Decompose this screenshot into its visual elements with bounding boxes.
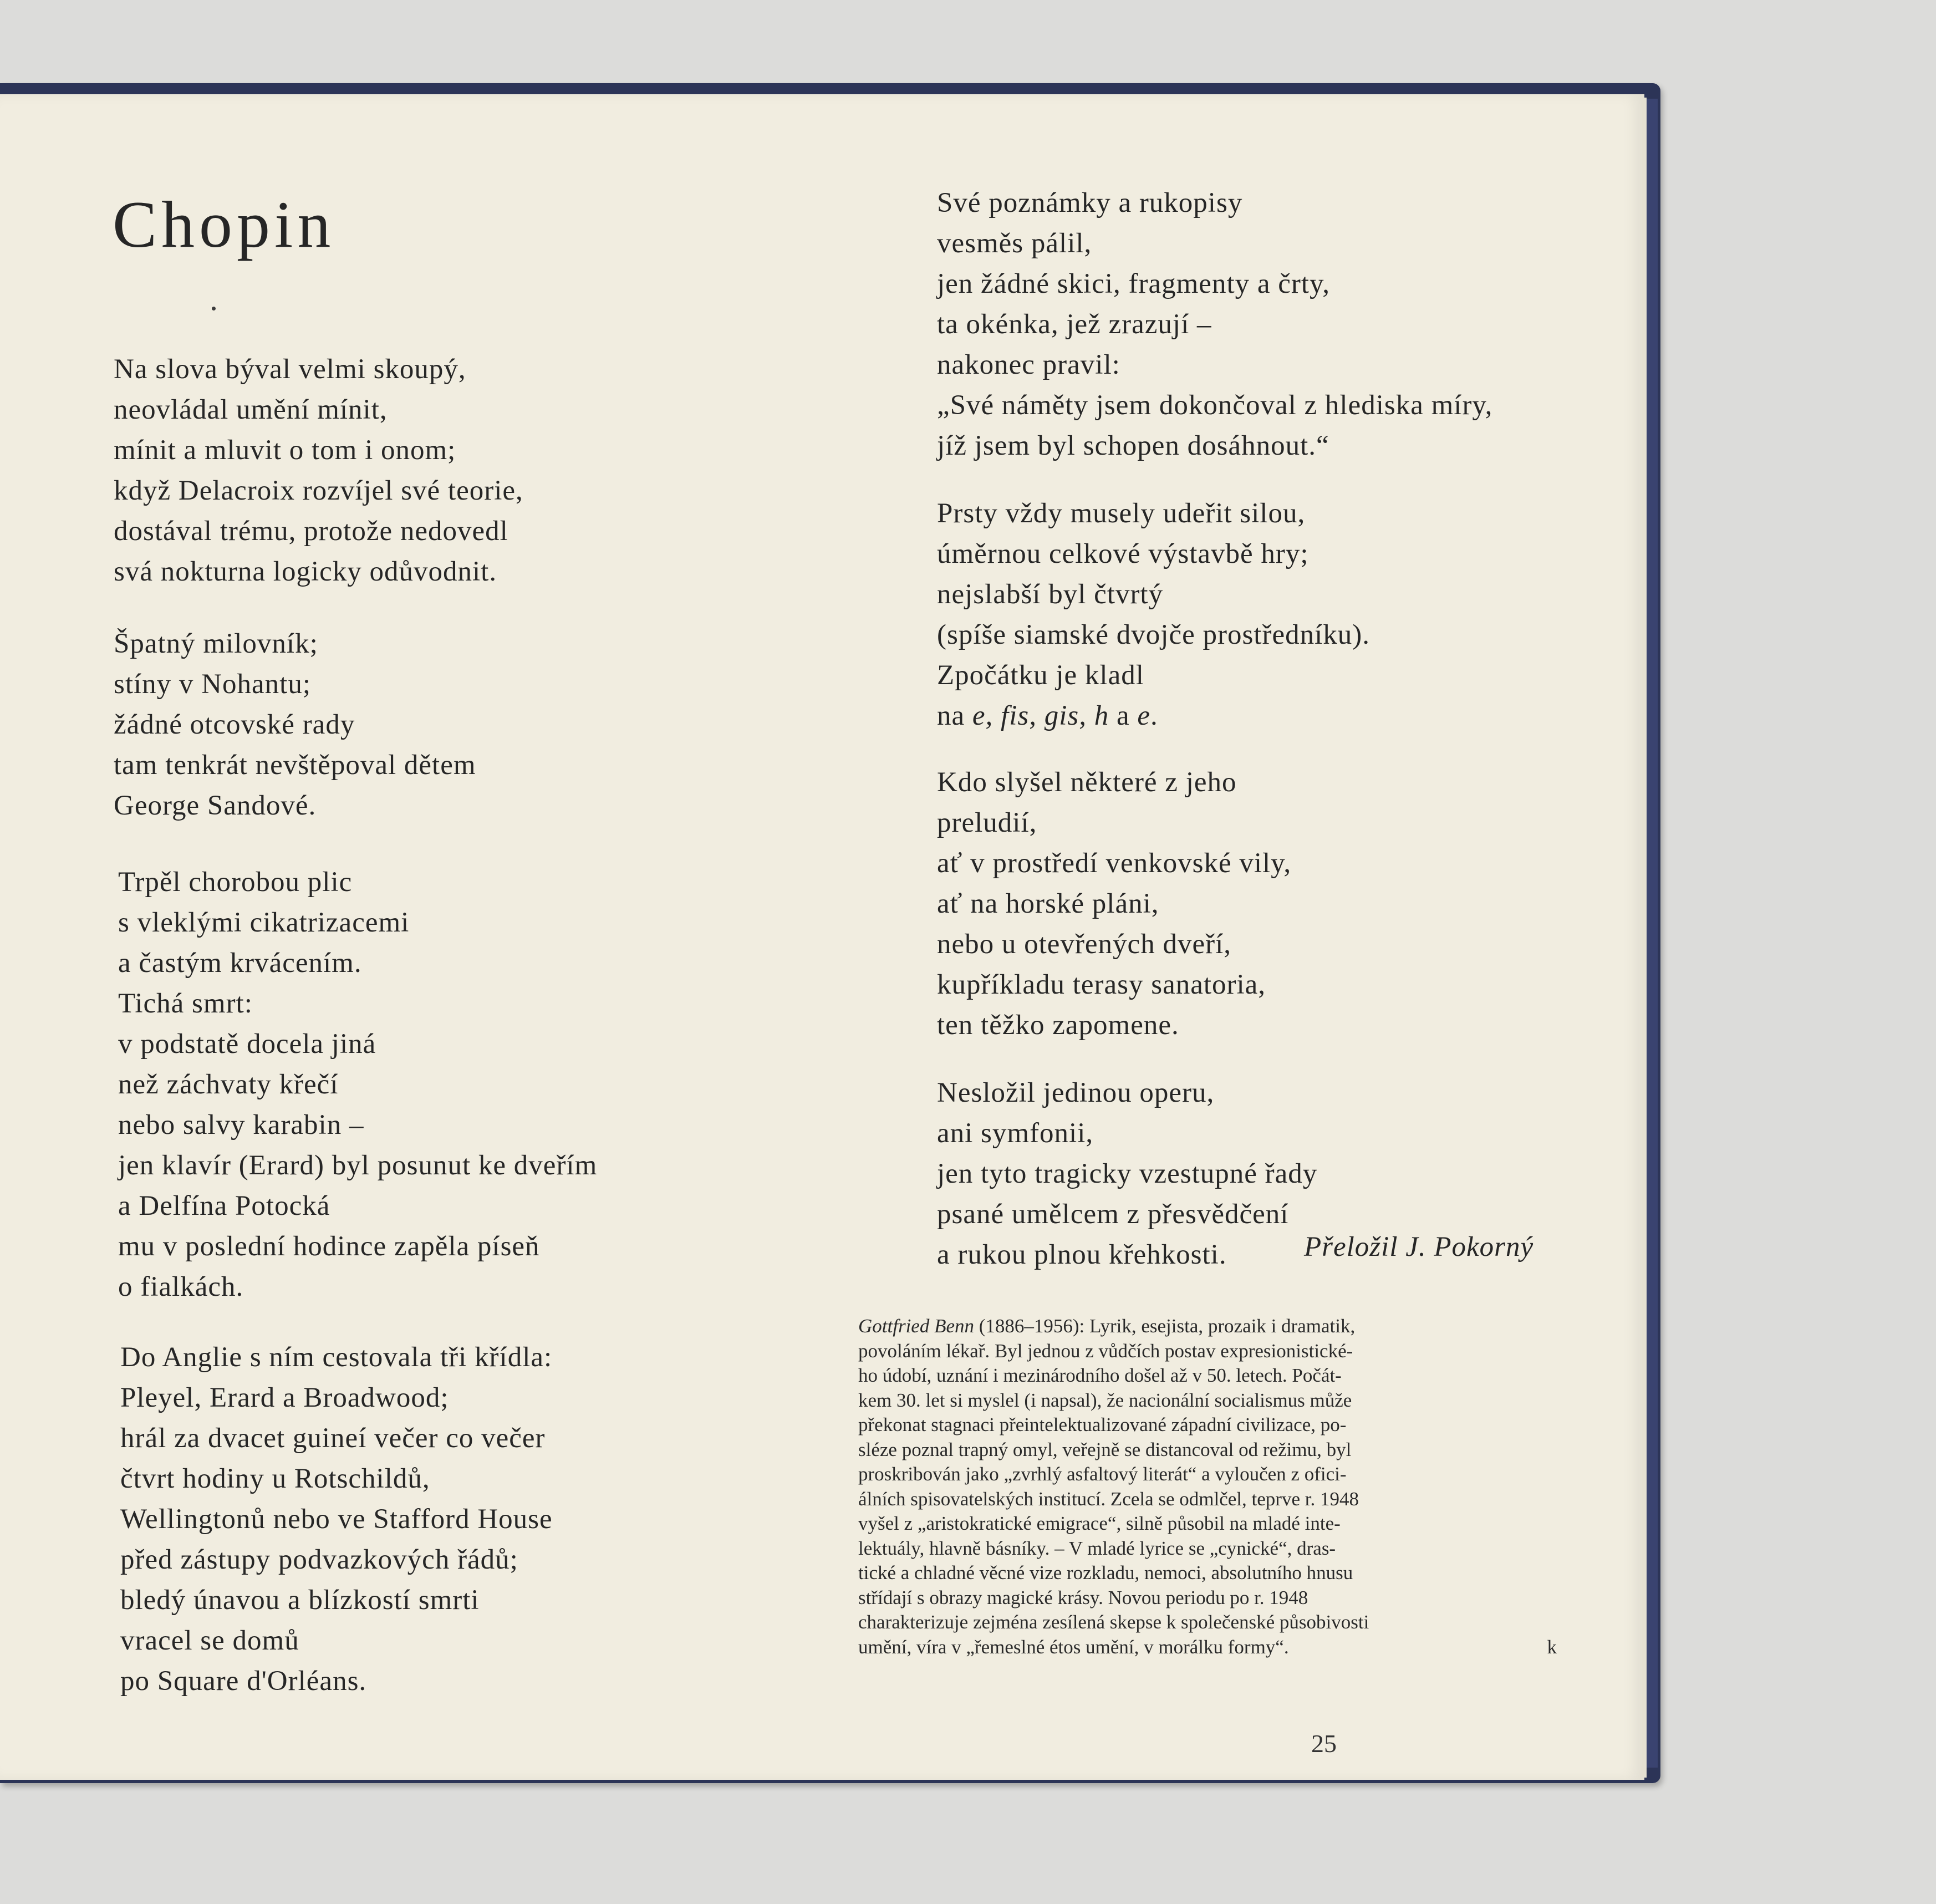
poem-line: nebo salvy karabin –	[118, 1109, 364, 1141]
poem-line: a rukou plnou křehkosti.	[937, 1239, 1227, 1270]
poem-line: vesměs pálil,	[937, 228, 1092, 259]
poem-line: ten těžko zapomene.	[937, 1010, 1179, 1041]
poem-line: vracel se domů	[120, 1625, 299, 1656]
poem-line: George Sandové.	[114, 790, 317, 821]
bio-line	[858, 1487, 1557, 1512]
bio-line	[858, 1314, 1557, 1339]
poem-line: před zástupy podvazkových řádů;	[120, 1544, 518, 1575]
bio-line-text: střídají s obrazy magické krásy. Novou periodu po r. 1948	[858, 1586, 1308, 1608]
poem-line: Tichá smrt:	[118, 988, 253, 1019]
poem-line: ať v prostředí venkovské vily,	[937, 848, 1292, 879]
bio-line	[858, 1462, 1557, 1487]
bio-line-text: překonat stagnaci přeintelektualizované západní civilizace, po-	[858, 1414, 1347, 1435]
bio-line	[858, 1635, 1557, 1660]
poem-line: (spíše siamské dvojče prostředníku).	[937, 619, 1371, 650]
poem-line: a Delfína Potocká	[118, 1190, 330, 1221]
poem-line: Kdo slyšel některé z jeho	[937, 767, 1237, 798]
poem-line: Do Anglie s ním cestovala tři křídla:	[120, 1342, 553, 1373]
poem-line: psané umělcem z přesvědčení	[937, 1199, 1289, 1230]
bio-author-name: Gottfried Benn	[858, 1315, 974, 1337]
stanza-left-4	[120, 1337, 553, 1702]
stanza-left-3	[118, 862, 597, 1307]
bio-line	[858, 1363, 1557, 1388]
page-number: 25	[1311, 1729, 1337, 1758]
poem-line: Pleyel, Erard a Broadwood;	[120, 1382, 449, 1413]
bio-line-text: sléze poznal trapný omyl, veřejně se distancoval od režimu, byl	[858, 1438, 1352, 1460]
poem-line: Prsty vždy musely udeřit silou,	[937, 498, 1306, 529]
poem-line: Špatný milovník;	[114, 628, 318, 659]
poem-line: bledý únavou a blízkostí smrti	[120, 1585, 480, 1616]
bio-line	[858, 1536, 1557, 1561]
stanza-right-1	[937, 183, 1492, 466]
bio-line-text: álních spisovatelských institucí. Zcela se odmlčel, teprve r. 1948	[858, 1488, 1359, 1510]
poem-line: nebo u otevřených dveří,	[937, 929, 1231, 960]
poem-line: mínit a mluvit o tom i onom;	[114, 435, 456, 466]
bio-line-text: kem 30. let si myslel (i napsal), že nacionální socialismus může	[858, 1389, 1352, 1411]
poem-line: „Své náměty jsem dokončoval z hlediska míry,	[937, 390, 1493, 421]
poem-line: ať na horské pláni,	[937, 888, 1159, 919]
poem-line: na e, fis, gis, h a e.	[937, 700, 1158, 731]
bio-line	[858, 1438, 1557, 1463]
stanza-right-2	[937, 493, 1370, 736]
poem-line: jen klavír (Erard) byl posunut ke dveřím	[118, 1150, 598, 1181]
poem-line: jen žádné skici, fragmenty a črty,	[937, 268, 1330, 299]
poem-title: Chopin	[113, 187, 335, 261]
bio-line	[858, 1610, 1557, 1635]
poem-line: Wellingtonů nebo ve Stafford House	[120, 1504, 553, 1535]
bio-line-text: tické a chladné věcné vize rozkladu, nemoci, absolutního hnusu	[858, 1562, 1353, 1584]
bio-line-text: ho údobí, uznání i mezinárodního došel až v 50. letech. Počát-	[858, 1365, 1342, 1386]
poem-line: o fialkách.	[118, 1271, 244, 1302]
poem-line: Své poznámky a rukopisy	[937, 187, 1243, 218]
page-edge	[1642, 98, 1647, 1778]
bio-line	[858, 1413, 1557, 1438]
poem-line: ta okénka, jež zrazují –	[937, 309, 1212, 340]
stanza-right-4	[937, 1073, 1317, 1275]
bio-first-line-rest: (1886–1956): Lyrik, esejista, prozaik i dramatik,	[974, 1315, 1356, 1337]
bio-line-text: proskribován jako „zvrhlý asfaltový literát“ a vyloučen z ofici-	[858, 1463, 1347, 1485]
bio-line	[858, 1561, 1557, 1586]
poem-line: dostával trému, protože nedovedl	[114, 516, 508, 547]
poem-line: žádné otcovské rady	[114, 709, 355, 740]
poem-line: mu v poslední hodince zapěla píseň	[118, 1231, 540, 1262]
poem-line: svá nokturna logicky odůvodnit.	[114, 556, 497, 587]
poem-line: jen tyto tragicky vzestupné řady	[937, 1158, 1318, 1189]
bio-line-text: umění, víra v „řemeslné étos umění, v morálku formy“.	[858, 1636, 1289, 1658]
bio-line-text: vyšel z „aristokratické emigrace“, silně působil na mladé inte-	[858, 1513, 1341, 1534]
bio-line-text: charakterizuje zejména zesílená skepse k společenské působivosti	[858, 1611, 1369, 1633]
poem-line: nejslabší byl čtvrtý	[937, 579, 1164, 610]
poem-line: po Square d'Orléans.	[120, 1666, 367, 1697]
poem-line: ani symfonii,	[937, 1118, 1094, 1149]
stanza-left-1	[114, 349, 523, 592]
poem-line: hrál za dvacet guineí večer co večer	[120, 1423, 546, 1454]
bio-line	[858, 1339, 1557, 1364]
stanza-left-2	[114, 624, 476, 826]
poem-line: stíny v Nohantu;	[114, 669, 311, 700]
poem-line: čtvrt hodiny u Rotschildů,	[120, 1463, 430, 1494]
poem-line: Na slova býval velmi skoupý,	[114, 354, 466, 385]
poem-line: s vleklými cikatrizacemi	[118, 907, 410, 938]
poem-line: Trpěl chorobou plic	[118, 867, 353, 898]
bio-first-line	[858, 1314, 1355, 1339]
bio-line-text: lektuály, hlavně básníky. – V mladé lyrice se „cynické“, dras-	[858, 1537, 1336, 1559]
poem-line: nakonec pravil:	[937, 349, 1120, 380]
ink-speck	[212, 307, 216, 310]
poem-line: jíž jsem byl schopen dosáhnout.“	[937, 430, 1329, 461]
bio-signature: k	[1547, 1636, 1557, 1658]
bio-line	[858, 1586, 1557, 1611]
poem-line: tam tenkrát nevštěpoval dětem	[114, 750, 476, 781]
author-biography	[858, 1314, 1557, 1659]
bio-line-text: povoláním lékař. Byl jednou z vůdčích postav expresionistické-	[858, 1340, 1353, 1362]
translator-credit: Přeložil J. Pokorný	[1304, 1231, 1534, 1262]
bio-line	[858, 1388, 1557, 1413]
poem-line: úměrnou celkové výstavbě hry;	[937, 538, 1309, 569]
poem-line: Zpočátku je kladl	[937, 660, 1144, 691]
poem-line: neovládal umění mínit,	[114, 394, 388, 425]
poem-line: preludií,	[937, 807, 1037, 838]
poem-line: Nesložil jedinou operu,	[937, 1077, 1215, 1108]
poem-line: kupříkladu terasy sanatoria,	[937, 969, 1266, 1000]
poem-line: v podstatě docela jiná	[118, 1029, 376, 1060]
poem-line: a častým krvácením.	[118, 948, 362, 979]
bio-lines	[858, 1339, 1557, 1660]
stanza-right-3	[937, 762, 1291, 1046]
poem-line: když Delacroix rozvíjel své teorie,	[114, 475, 523, 506]
poem-line: než záchvaty křečí	[118, 1069, 339, 1100]
bio-line	[858, 1511, 1557, 1536]
